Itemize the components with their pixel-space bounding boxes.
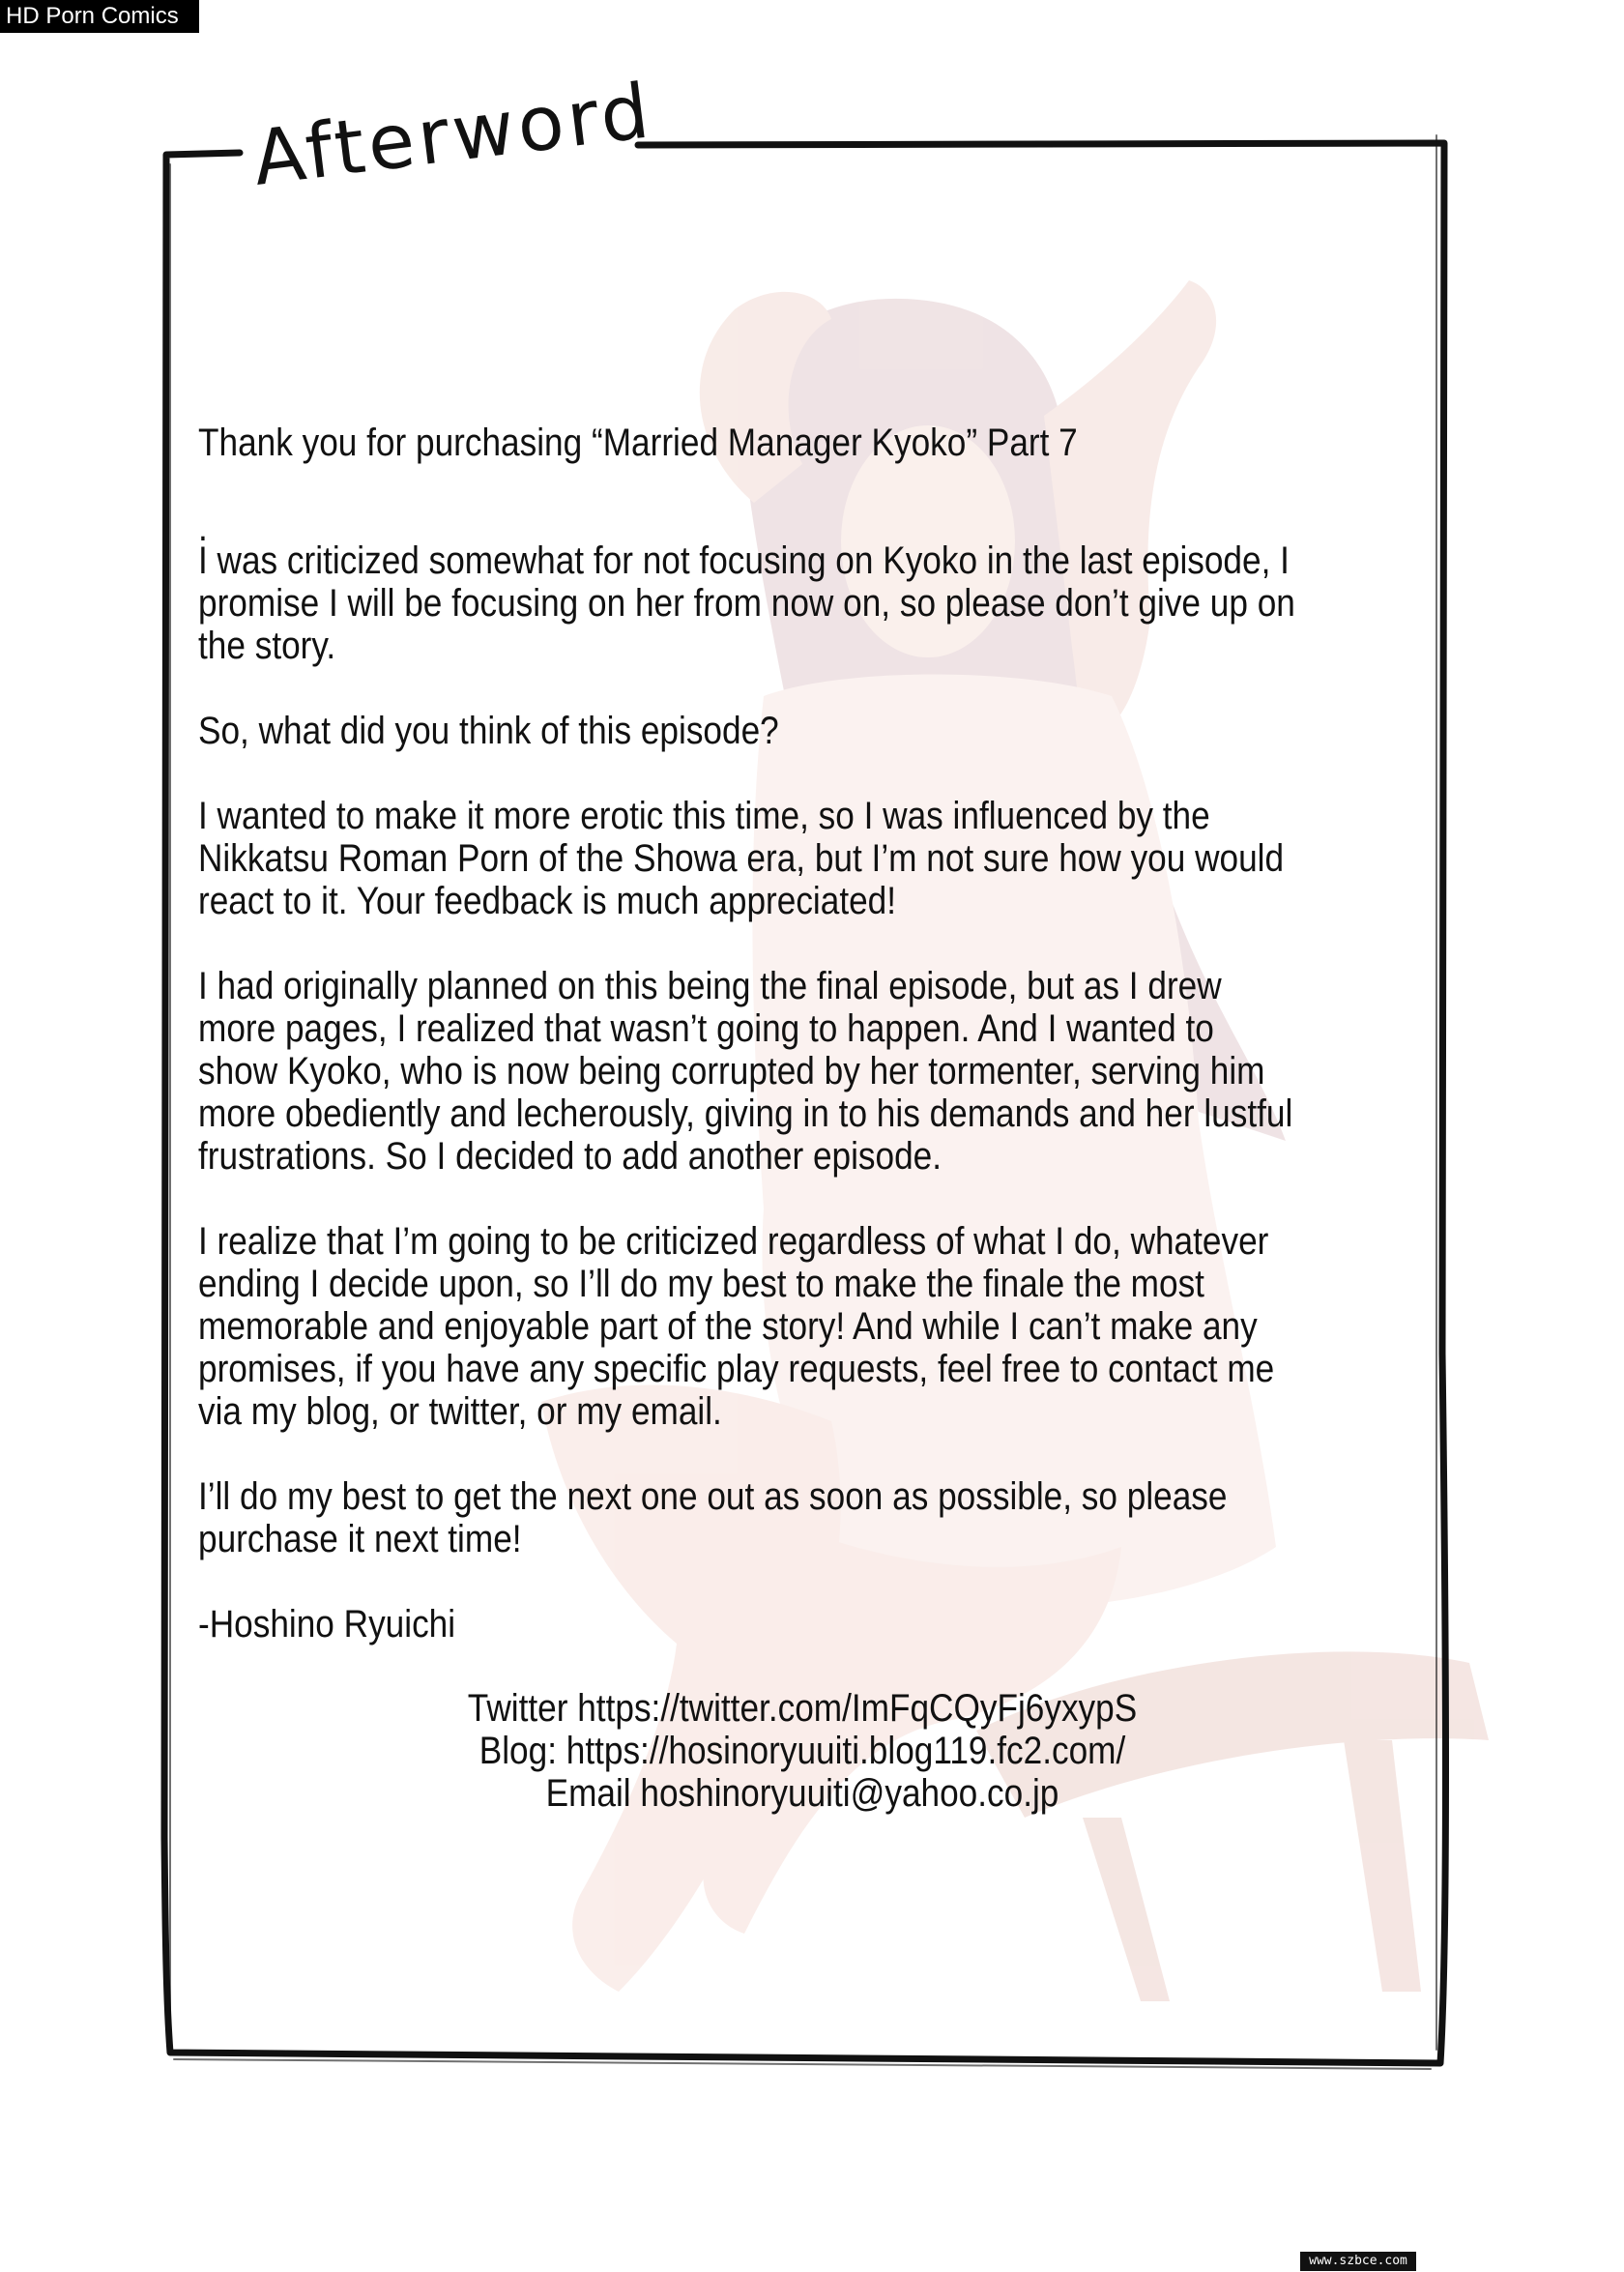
paragraph-next-time: I’ll do my best to get the next one out as soon as possible, so please purchase it next time! (198, 1475, 1228, 1560)
email-address: Email hoshinoryuuiti@yahoo.co.jp (545, 1772, 1059, 1815)
paragraph-criticized: I was criticized somewhat for not focusing on Kyoko in the last episode, I promise I will be focusing on her from now on, so please don’t give up on the story. (198, 539, 1295, 667)
paragraph-question: So, what did you think of this episode? (198, 710, 779, 752)
page-title: Afterword (248, 68, 657, 203)
paragraph-regardless: I realize that I’m going to be criticized regardless of what I do, whatever ending I decide upon, so I’ll do my best to make the finale the most memorable and enjoyable part of the story! And while I can’t make any promises, if you have any specific play requests, feel free to contact me via my blog, or twitter, or my email. (198, 1220, 1275, 1433)
blog-link: Blog: https://hosinoryuuiti.blog119.fc2.com/ (478, 1730, 1126, 1772)
paragraph-final-episode: I had originally planned on this being the final episode, but as I drew more pages, I realized that wasn’t going to happen. And I wanted to show Kyoko, who is now being corrupted by her tormenter, serving him more obediently and lecherously, giving in to his demands and her lustful frustrations. So I decided to add another episode. (198, 965, 1293, 1178)
author-signature: -Hoshino Ryuichi (198, 1603, 456, 1646)
site-watermark-top: HD Porn Comics (0, 0, 199, 33)
twitter-link: Twitter https://twitter.com/ImFqCQyFj6yxypS (467, 1687, 1138, 1730)
paragraph-erotic: I wanted to make it more erotic this time, so I was influenced by the Nikkatsu Roman Porn of the Showa era, but I’m not sure how you would react to it. Your feedback is much appreciated! (198, 795, 1285, 922)
contact-block (453, 1687, 1151, 1815)
site-watermark-bottom: www.szbce.com (1300, 2252, 1416, 2271)
afterword-body (198, 422, 1295, 1646)
paragraph-thanks: Thank you for purchasing “Married Manager Kyoko” Part 7 (198, 422, 1078, 464)
paragraph-dot: . (198, 507, 208, 549)
